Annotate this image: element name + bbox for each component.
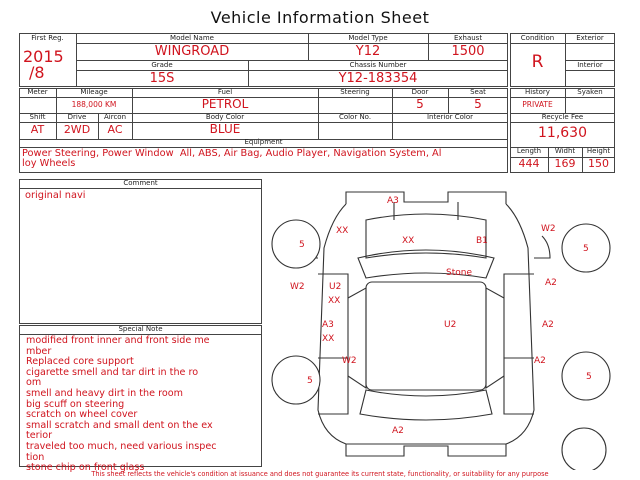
model-name-label: Model Name bbox=[170, 34, 214, 42]
right-mirror bbox=[534, 236, 550, 258]
interior-cell bbox=[565, 60, 615, 70]
mark-left-rear-door: A3 bbox=[322, 320, 334, 330]
hood-seam bbox=[394, 202, 458, 220]
height-value: 150 bbox=[588, 157, 609, 170]
comment-label: Comment bbox=[123, 179, 158, 187]
first-reg-cell bbox=[19, 33, 76, 87]
rear-glass-outline bbox=[360, 390, 492, 420]
interior-color-label: Interior Color bbox=[426, 113, 474, 121]
left-window-line bbox=[348, 288, 366, 388]
special-note-line: tion bbox=[26, 451, 45, 463]
exterior-cell bbox=[565, 33, 615, 43]
interior-label: Interior bbox=[577, 61, 603, 69]
chassis-label: Chassis Number bbox=[349, 61, 407, 69]
fuel-label: Fuel bbox=[217, 88, 233, 96]
width-label: Widht bbox=[554, 147, 576, 155]
history-value: PRIVATE bbox=[522, 100, 553, 109]
wheel-front-left-icon bbox=[272, 220, 320, 268]
grade-label: Grade bbox=[151, 61, 173, 69]
right-window-line bbox=[486, 288, 504, 388]
comment-header bbox=[19, 179, 262, 188]
history-cell bbox=[510, 88, 565, 113]
right-rear-door bbox=[504, 358, 534, 414]
seat-cell bbox=[448, 88, 508, 113]
door-cell bbox=[392, 88, 448, 113]
first-reg-label: First Reg. bbox=[31, 34, 64, 42]
equipment-header bbox=[19, 139, 508, 147]
special-note-line: scratch on wheel cover bbox=[26, 409, 138, 421]
special-note-line: big scuff on steering bbox=[26, 398, 125, 410]
shift-value: AT bbox=[30, 123, 45, 136]
mark-roof-stone: Stone bbox=[446, 268, 472, 278]
condition-label: Condition bbox=[520, 34, 555, 42]
mileage-cell bbox=[56, 88, 132, 113]
body-outline bbox=[318, 204, 534, 444]
mark-front-left-fender: W2 bbox=[290, 282, 305, 292]
windshield-outline bbox=[358, 250, 494, 278]
mark-left-front-door: U2 bbox=[329, 282, 342, 292]
length-cell bbox=[510, 147, 548, 173]
door-label: Door bbox=[411, 88, 429, 96]
equipment-line-1: Power Steering, Power Window All, ABS, Air Bag, Audio Player, Navigation System, Al bbox=[22, 148, 442, 159]
width-cell bbox=[548, 147, 582, 173]
length-value: 444 bbox=[518, 157, 540, 170]
model-name-cell bbox=[76, 33, 308, 60]
spare-wheel-icon bbox=[562, 428, 606, 470]
mark-wheel-rear-left: 5 bbox=[307, 376, 313, 386]
mark-rear-bumper: A2 bbox=[392, 426, 404, 436]
mark-hood-center: XX bbox=[402, 236, 415, 246]
car-damage-diagram bbox=[262, 178, 622, 470]
special-note-line: Replaced core support bbox=[26, 356, 134, 368]
exhaust-cell bbox=[428, 33, 508, 60]
special-note-label: Special Note bbox=[118, 325, 163, 333]
special-note-line: om bbox=[26, 377, 42, 389]
exterior-label: Exterior bbox=[576, 34, 604, 42]
model-name-value: WINGROAD bbox=[154, 44, 230, 59]
mark-right-front-door: A2 bbox=[545, 278, 557, 288]
hood-outline bbox=[366, 214, 486, 258]
equipment-label: Equipment bbox=[244, 138, 283, 146]
roof-outline bbox=[366, 282, 486, 390]
height-cell bbox=[582, 147, 615, 173]
syaken-label: Syaken bbox=[577, 88, 603, 96]
equipment-line-2: loy Wheels bbox=[22, 158, 76, 169]
exhaust-value: 1500 bbox=[451, 44, 485, 59]
special-note-line: traveled too much, need various inspec bbox=[26, 440, 217, 452]
height-label: Height bbox=[586, 147, 611, 155]
special-note-line: smell and heavy dirt in the room bbox=[26, 387, 183, 399]
drive-label: Drive bbox=[67, 113, 87, 121]
model-type-label: Model Type bbox=[348, 34, 388, 42]
special-note-header bbox=[19, 325, 262, 334]
special-note-line: modified front inner and front side me bbox=[26, 335, 210, 346]
fuel-cell bbox=[132, 88, 318, 113]
mark-hood-right: B1 bbox=[476, 236, 488, 246]
special-note-line: mber bbox=[26, 345, 52, 357]
recycle-fee-label: Recycle Fee bbox=[541, 113, 584, 121]
body-color-value: BLUE bbox=[209, 122, 241, 136]
body-color-label: Body Color bbox=[205, 113, 245, 121]
meter-cell bbox=[19, 88, 56, 97]
mark-right-rear-door: A2 bbox=[542, 320, 554, 330]
special-note-line: small scratch and small dent on the ex bbox=[26, 419, 213, 431]
first-reg-year: 2015 bbox=[23, 47, 64, 66]
steering-cell bbox=[318, 88, 392, 113]
door-value: 5 bbox=[416, 97, 424, 111]
aircon-cell bbox=[98, 113, 132, 139]
first-reg-month: /8 bbox=[29, 63, 45, 82]
model-type-value: Y12 bbox=[355, 44, 381, 59]
mileage-value: 188,000 KM bbox=[71, 100, 117, 109]
drive-cell bbox=[56, 113, 98, 139]
mark-front-bumper: A3 bbox=[387, 196, 399, 206]
mark-roof-center: U2 bbox=[444, 320, 457, 330]
front-bumper-outline bbox=[346, 192, 506, 204]
grade-cell bbox=[76, 60, 248, 87]
mark-wheel-front-left: 5 bbox=[299, 240, 305, 250]
sheet-title: Vehicle Information Sheet bbox=[210, 8, 430, 27]
fuel-value: PETROL bbox=[201, 97, 249, 111]
mark-hood-left: XX bbox=[336, 226, 349, 236]
seat-label: Seat bbox=[470, 88, 486, 96]
grade-value: 15S bbox=[149, 71, 175, 86]
special-note-line: cigarette smell and tar dirt in the ro bbox=[26, 366, 199, 378]
wheel-rear-left-icon bbox=[272, 356, 320, 404]
mark-right-rear-fender: A2 bbox=[534, 356, 546, 366]
mark-left-mirror-area: W2 bbox=[342, 356, 357, 366]
left-rear-door bbox=[318, 358, 348, 414]
length-label: Length bbox=[516, 147, 542, 155]
seat-value: 5 bbox=[474, 97, 482, 111]
mileage-label: Mileage bbox=[80, 88, 108, 96]
recycle-fee-value: 11,630 bbox=[538, 125, 587, 141]
aircon-label: Aircon bbox=[103, 113, 127, 121]
steering-label: Steering bbox=[340, 88, 370, 96]
body-color-cell bbox=[132, 113, 318, 139]
width-value: 169 bbox=[554, 157, 576, 170]
chassis-value: Y12-183354 bbox=[338, 71, 418, 86]
mark-left-rear-door-b: XX bbox=[322, 334, 335, 344]
interior-color-cell bbox=[392, 113, 508, 139]
condition-cell bbox=[510, 33, 565, 87]
special-note-line: terior bbox=[26, 430, 53, 442]
condition-grade: R bbox=[531, 52, 544, 72]
disclaimer-footer: This sheet reflects the vehicle's condition at issuance and does not guarantee its current state, functionality, or suitability for any purpose bbox=[91, 470, 549, 478]
exhaust-label: Exhaust bbox=[453, 34, 483, 42]
color-no-cell bbox=[318, 113, 392, 139]
shift-cell bbox=[19, 113, 56, 139]
meter-label: Meter bbox=[27, 88, 48, 96]
recycle-fee-cell bbox=[510, 113, 615, 147]
comment-text: original navi bbox=[25, 190, 86, 201]
shift-label: Shift bbox=[29, 113, 46, 121]
history-label: History bbox=[525, 88, 550, 96]
syaken-cell bbox=[565, 88, 615, 113]
mark-wheel-front-right: 5 bbox=[583, 244, 589, 254]
model-type-cell bbox=[308, 33, 428, 60]
mark-wheel-rear-right: 5 bbox=[586, 372, 592, 382]
chassis-cell bbox=[248, 60, 508, 87]
color-no-label: Color No. bbox=[338, 113, 372, 121]
rear-bumper-outline bbox=[346, 444, 506, 456]
aircon-value: AC bbox=[107, 123, 123, 136]
mark-left-front-door-b: XX bbox=[328, 296, 341, 306]
special-note-line: stone chip on front glass bbox=[26, 462, 145, 474]
special-note-list bbox=[26, 336, 217, 474]
drive-value: 2WD bbox=[63, 123, 91, 136]
mark-front-right-fender: W2 bbox=[541, 224, 556, 234]
